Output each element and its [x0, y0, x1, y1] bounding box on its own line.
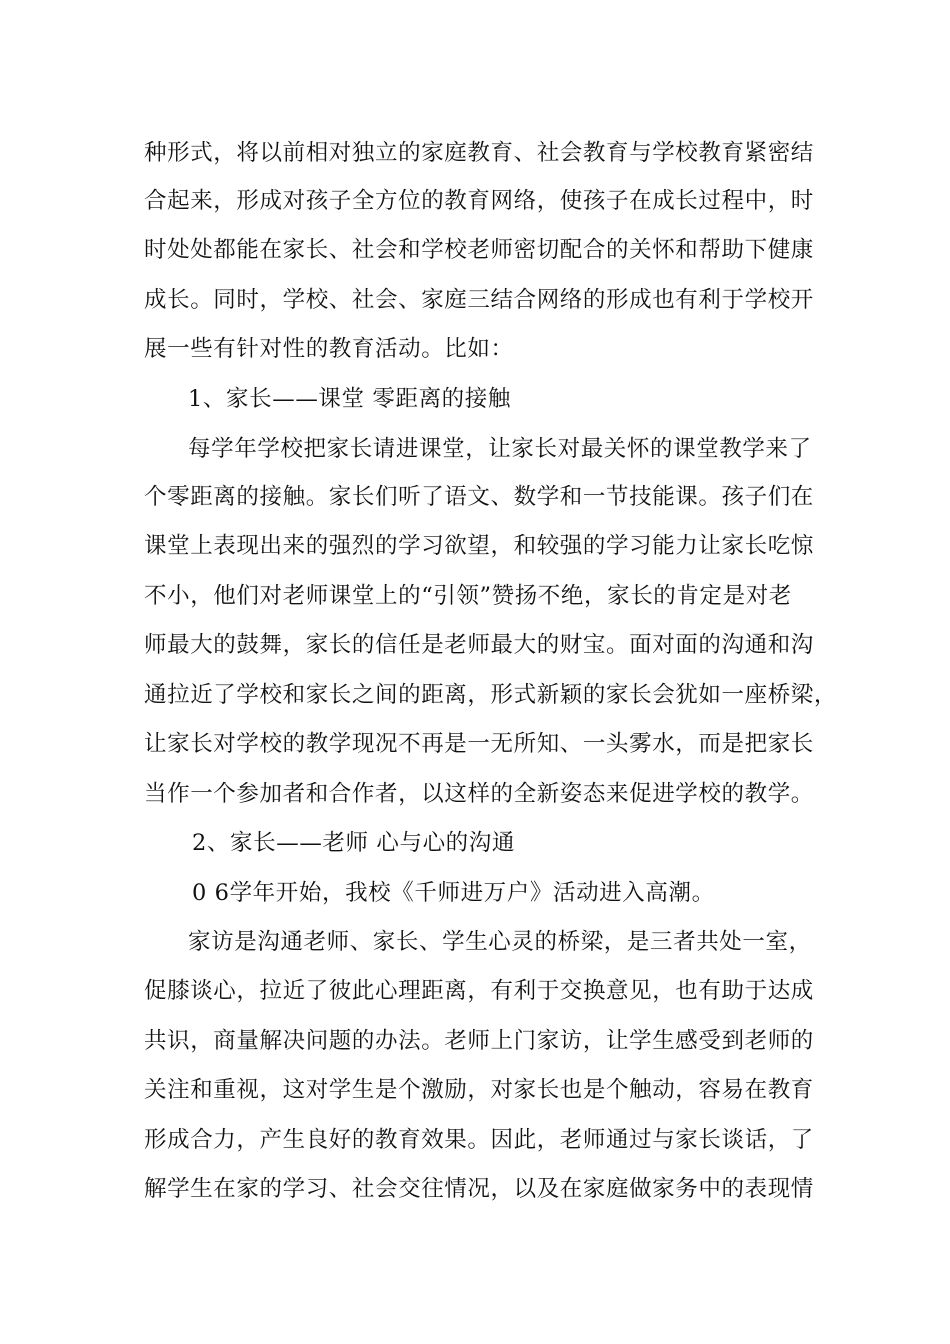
section-heading-2: 2、家长——老师 心与心的沟通 — [192, 830, 515, 856]
paragraph-line: 0 6学年开始，我校《千师进万户》活动进入高潮。 — [192, 880, 715, 906]
paragraph-line: 课堂上表现出来的强烈的学习欲望，和较强的学习能力让家长吃惊 — [144, 533, 814, 559]
paragraph-line: 让家长对学校的教学现况不再是一无所知、一头雾水，而是把家长 — [144, 731, 814, 757]
paragraph-line: 促膝谈心，拉近了彼此心理距离，有利于交换意见，也有助于达成 — [144, 978, 814, 1004]
paragraph-line: 共识，商量解决问题的办法。老师上门家访，让学生感受到老师的 — [144, 1028, 814, 1054]
paragraph-line: 形成合力，产生良好的教育效果。因此，老师通过与家长谈话，了 — [144, 1127, 814, 1153]
paragraph-line: 关注和重视，这对学生是个激励，对家长也是个触动，容易在教育 — [144, 1077, 814, 1103]
paragraph-line: 解学生在家的学习、社会交往情况，以及在家庭做家务中的表现情 — [144, 1176, 814, 1202]
paragraph-line: 种形式，将以前相对独立的家庭教育、社会教育与学校教育紧密结 — [144, 140, 814, 166]
paragraph-line: 合起来，形成对孩子全方位的教育网络，使孩子在成长过程中，时 — [144, 188, 814, 214]
paragraph-line: 当作一个参加者和合作者，以这样的全新姿态来促进学校的教学。 — [144, 781, 814, 807]
paragraph-line: 个零距离的接触。家长们听了语文、数学和一节技能课。孩子们在 — [144, 484, 814, 510]
paragraph-line: 家访是沟通老师、家长、学生心灵的桥梁，是三者共处一室， — [188, 929, 812, 955]
paragraph-line: 不小，他们对老师课堂上的“引领”赞扬不绝，家长的肯定是对老 — [144, 583, 792, 609]
paragraph-line: 通拉近了学校和家长之间的距离，形式新颖的家长会犹如一座桥梁， — [144, 682, 838, 708]
paragraph-line: 每学年学校把家长请进课堂，让家长对最关怀的课堂教学来了 — [188, 436, 812, 462]
paragraph-line: 成长。同时，学校、社会、家庭三结合网络的形成也有利于学校开 — [144, 287, 814, 313]
paragraph-line: 时处处都能在家长、社会和学校老师密切配合的关怀和帮助下健康 — [144, 237, 814, 263]
section-heading-1: 1、家长——课堂 零距离的接触 — [188, 386, 511, 412]
paragraph-line: 展一些有针对性的教育活动。比如： — [144, 336, 514, 362]
paragraph-line: 师最大的鼓舞，家长的信任是老师最大的财宝。面对面的沟通和沟 — [144, 632, 814, 658]
